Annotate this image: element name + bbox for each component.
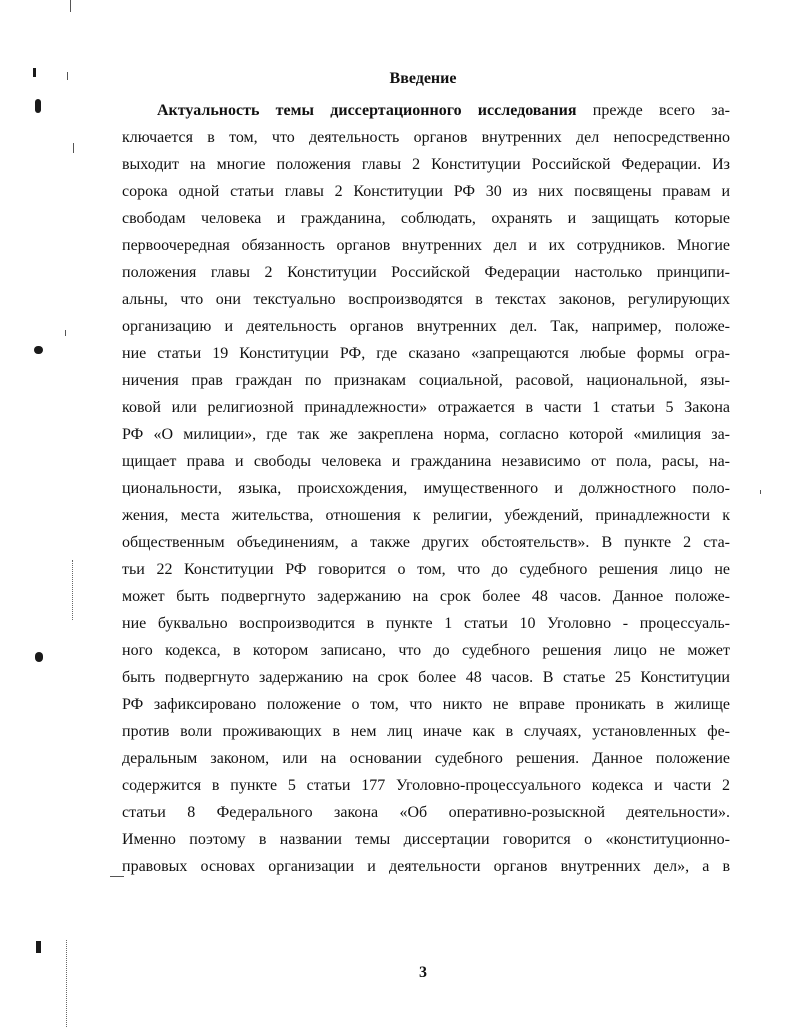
paragraph-line: против воли проживающих в нем лиц иначе как в случаях, установленных фе- [122,723,730,740]
paragraph-line: РФ «О милиции», где так же закреплена норма, согласно которой «милиция за- [122,426,730,443]
scan-dotted-line [72,560,73,620]
binding-hole-mark [35,652,43,662]
paragraph-line: ного кодекса, в котором записано, что до судебного решения лицо не может [122,642,730,659]
paragraph-line: ковой или религиозной принадлежности» отражается в части 1 статьи 5 Закона [122,399,730,416]
scan-dotted-line [66,940,67,1027]
paragraph-line: содержится в пункте 5 статьи 177 Уголовно-процессуального кодекса и части 2 [122,777,730,794]
paragraph-line: альны, что они текстуально воспроизводятся в текстах законов, регулирующих [122,291,730,308]
paragraph-line: организацию и деятельность органов внутренних дел. Так, например, положе- [122,318,730,335]
paragraph-line: общественным объединениям, а также других обстоятельств». В пункте 2 ста- [122,534,730,551]
paragraph-line: правовых основах организации и деятельности органов внутренних дел», а в [122,858,730,875]
binding-hole-mark [36,941,41,953]
scan-speck [65,330,66,336]
paragraph-line: РФ зафиксировано положение о том, что никто не вправе проникать в жилище [122,696,730,713]
paragraph-line: циональности, языка, происхождения, имущественного и должностного поло- [122,480,730,497]
paragraph-line: свободам человека и гражданина, соблюдать, охранять и защищать которые [122,210,730,227]
paragraph-line: может быть подвергнуто задержанию на срок более 48 часов. Данное положе- [122,588,730,605]
paragraph-line: выходит на многие положения главы 2 Конституции Российской Федерации. Из [122,156,730,173]
paragraph-lead-bold: Актуальность темы диссертационного исследования [157,102,577,119]
paragraph-line: ничения прав граждан по признакам социальной, расовой, национальной, язы- [122,372,730,389]
paragraph-line-text: прежде всего за- [576,102,731,119]
paragraph-line: ние буквально воспроизводится в пункте 1 статьи 10 Уголовно - процессуаль- [122,615,730,632]
paragraph-line [122,97,730,124]
scan-speck [760,490,761,494]
paragraph-line: ключается в том, что деятельность органов внутренних дел непосредственно [122,129,730,146]
paragraph-line: первоочередная обязанность органов внутренних дел и их сотрудников. Многие [122,237,730,254]
binding-hole-mark [34,346,43,354]
paragraph-line: положения главы 2 Конституции Российской Федерации настолько принципи- [122,264,730,281]
binding-hole-mark [35,99,41,113]
scan-speck [73,143,74,153]
page-number: 3 [419,964,427,981]
body-paragraph [122,97,730,880]
paragraph-line: тьи 22 Конституции РФ говорится о том, что до судебного решения лицо не [122,561,730,578]
paragraph-line: щищает права и свободы человека и гражданина независимо от пола, расы, на- [122,453,730,470]
paragraph-line: сорока одной статьи главы 2 Конституции РФ 30 из них посвящены правам и [122,183,730,200]
paragraph-line: жения, места жительства, отношения к религии, убеждений, принадлежности к [122,507,730,524]
paragraph-line: Именно поэтому в названии темы диссертации говорится о «конституционно- [122,831,730,848]
paragraph-line: деральным законом, или на основании судебного решения. Данное положение [122,750,730,767]
section-heading: Введение [389,70,457,87]
scan-speck [70,0,71,12]
paragraph-line: ние статьи 19 Конституции РФ, где сказано «запрещаются любые формы огра- [122,345,730,362]
paragraph-line: быть подвергнуто задержанию на срок более 48 часов. В статье 25 Конституции [122,669,730,686]
paragraph-line: статьи 8 Федерального закона «Об оперативно-розыскной деятельности». [122,804,730,821]
